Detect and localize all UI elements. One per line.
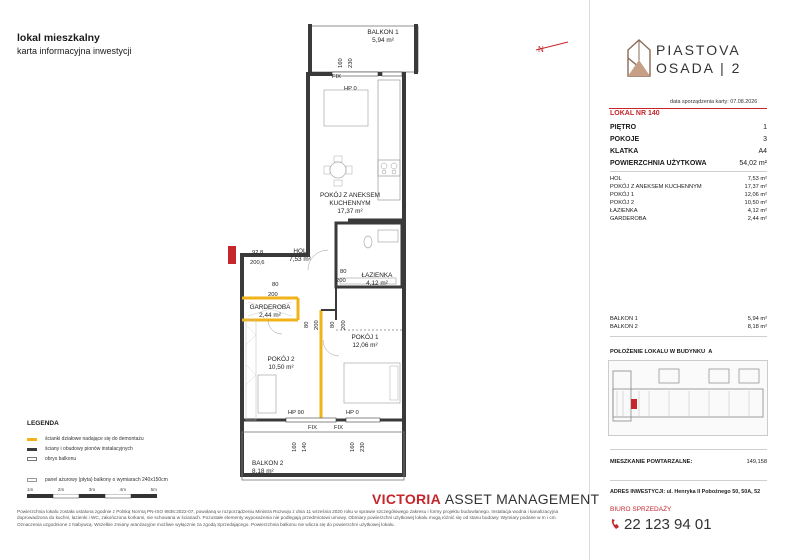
scale-label: 4m	[119, 487, 127, 492]
dim-200-p1: 200	[341, 320, 347, 330]
dim-80-gard: 80	[272, 282, 279, 288]
svg-text:N: N	[538, 45, 544, 54]
dim-160-bottom2: 160	[350, 442, 356, 452]
building-location-drawing	[609, 361, 769, 437]
room-row: POKÓJ 2 10,50 m²	[610, 200, 767, 206]
location-map	[608, 360, 768, 436]
hp90-label: HP 90	[288, 410, 305, 416]
room-row: HOL 7,53 m²	[610, 176, 767, 182]
hp0-bottom-label: HP 0	[346, 410, 359, 416]
kitchen-room-label: POKÓJ Z ANEKSEM KUCHENNYM 17,37 m²	[319, 192, 380, 215]
accent-line	[609, 108, 767, 109]
legend-swatch-panel	[27, 478, 37, 482]
dim-160-top: 160	[338, 58, 344, 68]
page-subtitle: karta informacyjna inwestycji	[17, 46, 132, 56]
hp0-top-label: HP 0	[344, 86, 357, 92]
scale-label: 3m	[88, 487, 96, 492]
dim-200-mid: 200	[314, 320, 320, 330]
garderoba-label: GARDEROBA 2,44 m²	[249, 304, 291, 319]
legend-item: ścianki działowe nadające się do demontażu	[27, 436, 144, 442]
brand-logo	[626, 36, 766, 86]
legend-title: LEGENDA	[27, 420, 59, 427]
page-title: lokal mieszkalny	[17, 32, 100, 44]
biuro-phone: 22 123 94 01	[624, 516, 712, 533]
room-row: POKÓJ 1 12,06 m²	[610, 192, 767, 198]
hol-label: HOL 7,53 m²	[289, 248, 311, 263]
room-row: POKÓJ Z ANEKSEM KUCHENNYM 17,37 m²	[610, 184, 767, 190]
legend-swatch-yellow	[27, 438, 37, 441]
lokal-number: LOKAL NR 140	[610, 110, 660, 117]
fix-label-top: FIX	[332, 74, 342, 80]
footer-disclaimer: Powierzchnia lokalu została ustalona zgodnie z Polską Normą PN-ISO 9836:2022-07, powołaną w rozporządzeniu Ministra Rozwoju z dnia 11 września 2020 roku w sprawie szczegółowego zakresu i formy projektu budowlanego. Instalacja wodna i kanalizacyjna doprowadzona do kuchni, łazienki i WC, zakończona korkami, nie schowana w ścianach. Pozostałe elementy wyposażenia nie podlegają przedmiotowi umowy. Obmiary powierzchni użytkowej lokalu mogą różnić się od stanu budowy. Wymiary podane w m i cm. Oznaczenia uzgodnione z Nabywcą. Wszelkie zmiany aranżacyjne możliwe wyłącznie za zgodą Sprzedającego. Powierzchnia balkonu nie wlicza się do powierzchni użytkowej lokalu.	[17, 509, 559, 527]
phone-icon	[610, 517, 622, 531]
piastova-logo-icon	[626, 38, 652, 78]
row-pietro: PIĘTRO 1	[610, 124, 767, 131]
dim-200-gard: 200	[268, 292, 278, 298]
balkon1-label: BALKON 1 5,94 m²	[367, 29, 399, 44]
separator-1	[610, 171, 767, 172]
floor-plan	[228, 20, 528, 490]
logo-line2: OSADA | 2	[656, 60, 742, 76]
north-arrow-icon	[532, 38, 572, 54]
row-klatka: KLATKA A4	[610, 148, 767, 155]
scale-graphic	[27, 494, 157, 500]
separator-2	[610, 336, 767, 337]
adres-inwestycji: ADRES INWESTYCJI: ul. Henryka II Pobożnego 50, 50A, 52	[610, 489, 761, 495]
column-divider	[589, 0, 590, 560]
mieszkanie-powtarzalne: MIESZKANIE POWTARZALNE: 149,158	[610, 459, 767, 465]
dim-230-bottom: 230	[360, 442, 366, 452]
scale-bar	[27, 487, 157, 507]
dim-160-bottom: 160	[292, 442, 298, 452]
dim-80-bath: 80	[340, 269, 347, 275]
biuro-label: BIURO SPRZEDAŻY	[610, 506, 672, 513]
dim-140-bottom: 140	[302, 442, 308, 452]
scale-label: 5m	[150, 487, 157, 492]
legend-item: obrys balkonu	[27, 456, 76, 462]
card-date: data sporządzenia karty: 07.08.2026	[670, 99, 758, 105]
dim-230-top: 230	[348, 58, 354, 68]
floor-plan-drawing	[228, 20, 528, 490]
balcony-row: BALKON 1 5,94 m²	[610, 316, 767, 322]
dim-80-p1: 80	[330, 321, 336, 328]
row-pokoje: POKOJE 3	[610, 136, 767, 143]
separator-4	[610, 480, 767, 481]
legend-item: ściany i obudowy pionów instalacyjnych	[27, 446, 133, 452]
location-title: POŁOŻENIE LOKALU W BUDYNKU A	[610, 349, 713, 355]
scale-label: 1m	[27, 487, 34, 492]
dim-200-bath: 200	[336, 278, 346, 284]
victoria-brand: VICTORIA ASSET MANAGEMENT	[372, 491, 600, 507]
pokoj2-label: POKÓJ 2 10,50 m²	[267, 356, 295, 371]
legend-swatch-outline	[27, 457, 37, 461]
dim-80-mid: 80	[304, 321, 310, 328]
dim-2006-label: 200,6	[250, 260, 265, 266]
pokoj1-label: POKÓJ 1 12,06 m²	[351, 334, 379, 349]
room-row: GARDEROBA 2,44 m²	[610, 216, 767, 222]
separator-3	[610, 449, 767, 450]
room-row: ŁAZIENKA 4,12 m²	[610, 208, 767, 214]
logo-line1: PIASTOVA	[656, 42, 741, 58]
lazienka-label: ŁAZIENKA 4,12 m²	[361, 272, 393, 287]
legend-swatch-dark	[27, 448, 37, 451]
legend-item: panel ażurowy (płyta) balkony o wymiarach 240x150cm	[27, 477, 168, 483]
fix-label-bottom-left: FIX	[308, 425, 318, 431]
balcony-row: BALKON 2 8,18 m²	[610, 324, 767, 330]
row-powierzchnia: POWIERZCHNIA UŻYTKOWA 54,02 m²	[610, 160, 767, 167]
balkon2-label: BALKON 2 8,18 m²	[252, 460, 284, 475]
dim-92-label: 92,8	[252, 250, 264, 256]
fix-label-bottom-right: FIX	[334, 425, 344, 431]
scale-label: 2m	[57, 487, 65, 492]
